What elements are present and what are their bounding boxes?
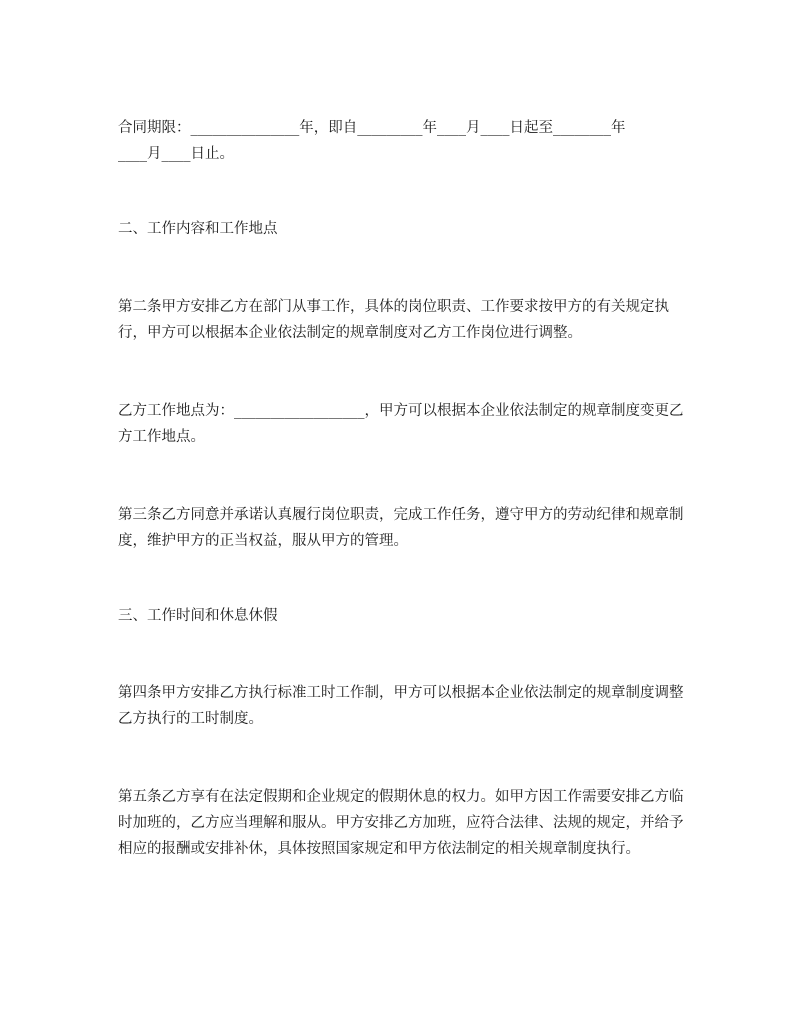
article-4-paragraph: 第四条甲方安排乙方执行标准工时工作制，甲方可以根据本企业依法制定的规章制度调整乙方执行的工时制度。: [118, 685, 684, 727]
section-2-heading: 二、工作内容和工作地点: [118, 221, 278, 237]
work-location-paragraph: 乙方工作地点为：__________________，甲方可以根据本企业依法制定的规章制度变更乙方工作地点。: [118, 403, 684, 445]
contract-term-line-1: 合同期限：_______________年，即自_________年____月____日起至________年: [118, 120, 626, 136]
article-3-paragraph: 第三条乙方同意并承诺认真履行岗位职责，完成工作任务，遵守甲方的劳动纪律和规章制度，维护甲方的正当权益，服从甲方的管理。: [118, 507, 684, 549]
article-5-paragraph: 第五条乙方享有在法定假期和企业规定的假期休息的权力。如甲方因工作需要安排乙方临时加班的，乙方应当理解和服从。甲方安排乙方加班，应符合法律、法规的规定，并给予相应的报酬或安排补休，具体按照国家规定和甲方依法制定的相关规章制度执行。: [118, 789, 684, 857]
section-3-heading: 三、工作时间和休息休假: [118, 608, 278, 624]
contract-term-line-2: ____月____日止。: [118, 146, 234, 162]
article-2-paragraph: 第二条甲方安排乙方在部门从事工作，具体的岗位职责、工作要求按甲方的有关规定执行，甲方可以根据本企业依法制定的规章制度对乙方工作岗位进行调整。: [118, 299, 669, 341]
